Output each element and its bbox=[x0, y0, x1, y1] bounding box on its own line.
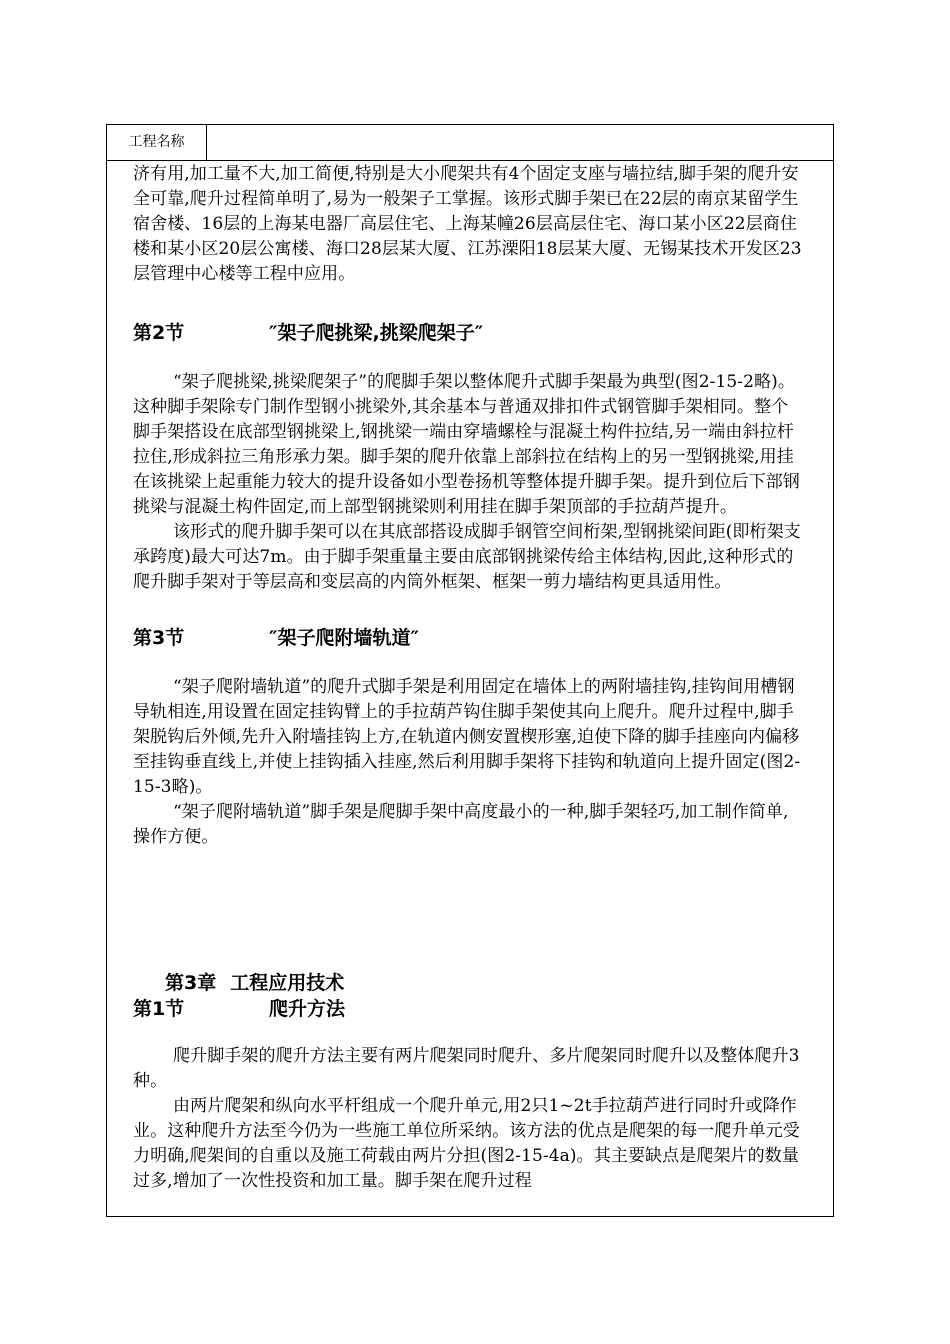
paragraph: “架子爬附墙轨道”脚手架是爬脚手架中高度最小的一种,脚手架轻巧,加工制作简单,操作方便。 bbox=[133, 802, 789, 847]
section-number: 第3节 bbox=[133, 627, 185, 649]
project-name-label: 工程名称 bbox=[107, 125, 207, 160]
document-body bbox=[133, 162, 805, 1194]
section-number: 第2节 bbox=[133, 322, 185, 344]
section-heading-2 bbox=[133, 320, 805, 346]
project-name-value bbox=[207, 125, 833, 160]
paragraph: 该形式的爬升脚手架可以在其底部搭设成脚手钢管空间桁架,型钢挑梁间距(即桁架支承跨度)最大可达7m。由于脚手架重量主要由底部钢挑梁传给主体结构,因此,这种形式的爬升脚手架对于等层高和变层高的内筒外框架、框架一剪力墙结构更具适用性。 bbox=[133, 522, 801, 592]
section-title: 爬升方法 bbox=[269, 998, 346, 1020]
section-number: 第1节 bbox=[133, 998, 185, 1020]
section-title: ″架子爬挑梁,挑梁爬架子″ bbox=[269, 322, 484, 344]
section-heading-3 bbox=[133, 625, 805, 651]
header-row bbox=[107, 125, 833, 161]
paragraph: “架子爬附墙轨道”的爬升式脚手架是利用固定在墙体上的两附墙挂钩,挂钩间用槽钢导轨相连,用设置在固定挂钩臂上的手拉葫芦钩住脚手架使其向上爬升。爬升过程中,脚手架脱钩后外倾,先升入附墙挂钩上方,在轨道内侧安置楔形塞,迫使下降的脚手挂座向内偏移至挂钩垂直线上,并使上挂钩插入挂座,然后利用脚手架将下挂钩和轨道向上提升固定(图2-15-3略)。 bbox=[133, 677, 801, 797]
chapter-heading bbox=[133, 970, 805, 996]
chapter-number: 第3章 bbox=[165, 972, 217, 994]
paragraph: 爬升脚手架的爬升方法主要有两片爬架同时爬升、多片爬架同时爬升以及整体爬升3种。 bbox=[133, 1046, 800, 1091]
chapter-title: 工程应用技术 bbox=[230, 972, 345, 994]
document-table-frame bbox=[106, 124, 834, 1217]
paragraph: 由两片爬架和纵向水平杆组成一个爬升单元,用2只1~2t手拉葫芦进行同时升或降作业。这种爬升方法至今仍为一些施工单位所采纳。该方法的优点是爬架的每一爬升单元受力明确,爬架间的自重以及施工荷载由两片分担(图2-15-4a)。其主要缺点是爬架片的数量过多,增加了一次性投资和加工量。脚手架在爬升过程 bbox=[133, 1096, 800, 1191]
section-title: ″架子爬附墙轨道″ bbox=[269, 627, 419, 649]
section-heading-1 bbox=[133, 996, 805, 1022]
paragraph: 济有用,加工量不大,加工简便,特别是大小爬架共有4个固定支座与墙拉结,脚手架的爬升安全可靠,爬升过程简单明了,易为一般架子工掌握。该形式脚手架已在22层的南京某留学生宿舍楼、16层的上海某电器厂高层住宅、上海某幢26层高层住宅、海口某小区22层商住楼和某小区20层公寓楼、海口28层某大厦、江苏溧阳18层某大厦、无锡某技术开发区23层管理中心楼等工程中应用。 bbox=[133, 164, 802, 284]
paragraph: “架子爬挑梁,挑梁爬架子”的爬脚手架以整体爬升式脚手架最为典型(图2-15-2略)。这种脚手架除专门制作型钢小挑梁外,其余基本与普通双排扣件式钢管脚手架相同。整个脚手架搭设在底部型钢挑梁上,钢挑梁一端由穿墙螺栓与混凝土构件拉结,另一端由斜拉杆拉住,形成斜拉三角形承力架。脚手架的爬升依靠上部斜拉在结构上的另一型钢挑梁,用挂在该挑梁上起重能力较大的提升设备如小型卷扬机等整体提升脚手架。提升到位后下部钢挑梁与混凝土构件固定,而上部型钢挑梁则利用挂在脚手架顶部的手拉葫芦提升。 bbox=[133, 372, 800, 517]
